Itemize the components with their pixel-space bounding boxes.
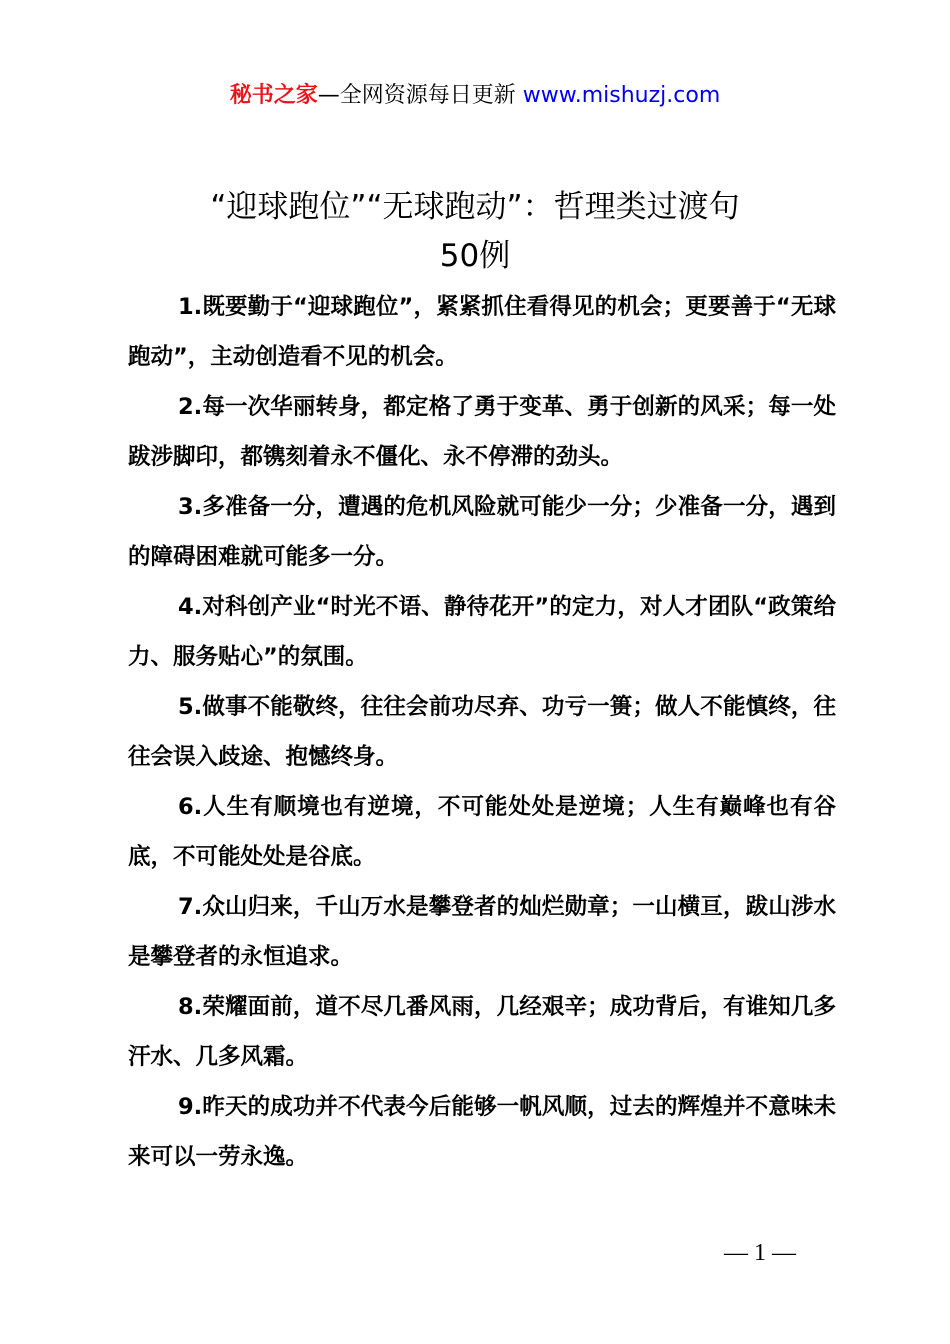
list-item: 7.众山归来，千山万水是攀登者的灿烂勋章；一山横亘，跋山涉水是攀登者的永恒追求。	[128, 894, 836, 970]
list-item: 6.人生有顺境也有逆境，不可能处处是逆境；人生有巅峰也有谷底，不可能处处是谷底。	[128, 794, 836, 870]
list-item: 2.每一次华丽转身，都定格了勇于变革、勇于创新的风采；每一处跋涉脚印，都镌刻着永不僵化、永不停滞的劲头。	[128, 394, 836, 470]
list-item: 9.昨天的成功并不代表今后能够一帆风顺，过去的辉煌并不意味未来可以一劳永逸。	[128, 1094, 836, 1170]
list-item: 3.多准备一分，遭遇的危机风险就可能少一分；少准备一分，遇到的障碍困难就可能多一分。	[128, 494, 836, 570]
list-item: 5.做事不能敬终，往往会前功尽弃、功亏一篑；做人不能慎终，往往会误入歧途、抱憾终身。	[128, 694, 836, 770]
title-line-2: 50例	[439, 238, 511, 274]
site-header	[0, 80, 950, 112]
list-item: 1.既要勤于“迎球跑位”，紧紧抓住看得见的机会；更要善于“无球跑动”，主动创造看不见的机会。	[128, 294, 836, 370]
page-number: — 1 —	[724, 1240, 796, 1266]
list-item: 4.对科创产业“时光不语、静待花开”的定力，对人才团队“政策给力、服务贴心”的氛围。	[128, 594, 836, 670]
site-url-link[interactable]: www.mishuzj.com	[522, 83, 721, 108]
site-brand: 秘书之家	[229, 83, 318, 108]
document-title	[75, 183, 875, 281]
list-item: 8.荣耀面前，道不尽几番风雨，几经艰辛；成功背后，有谁知几多汗水、几多风霜。	[128, 994, 836, 1070]
document-body	[128, 282, 836, 1182]
title-line-1: “迎球跑位”“无球跑动”：哲理类过渡句	[210, 189, 740, 225]
site-tagline: —全网资源每日更新	[317, 83, 523, 108]
